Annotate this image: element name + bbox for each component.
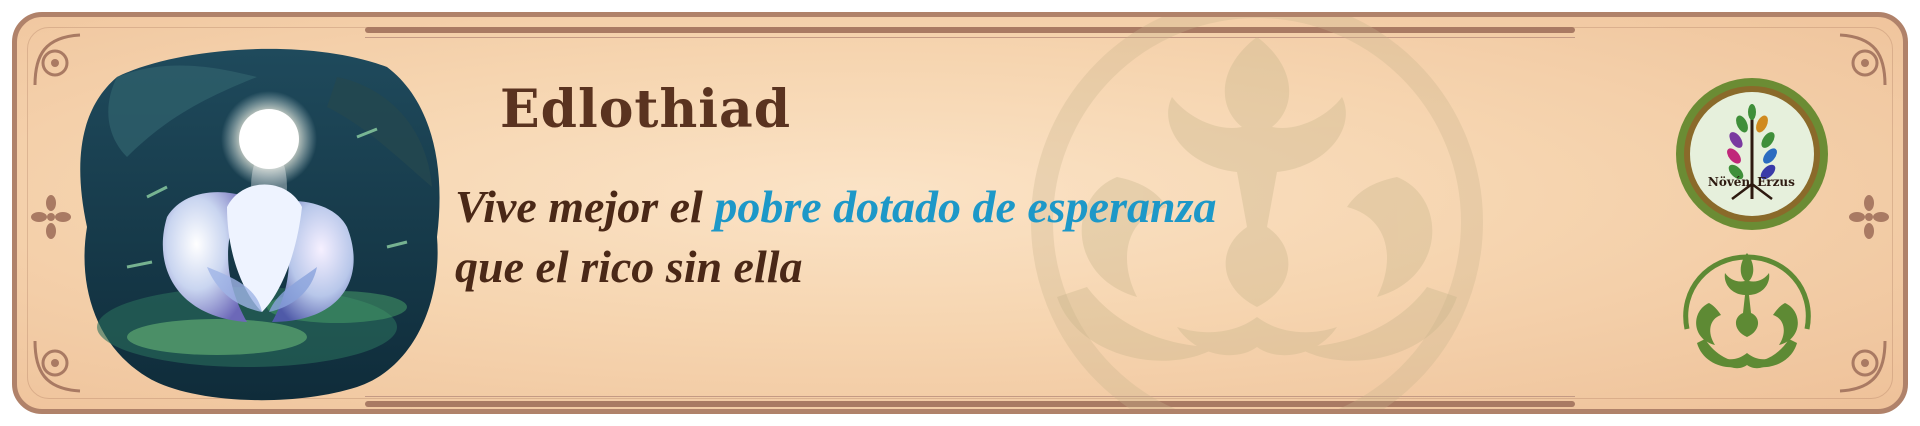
card-title: Edlothiad <box>500 79 792 140</box>
quote-line2: que el rico sin ella <box>455 241 803 292</box>
logo-word-right: Erzus <box>1757 175 1795 189</box>
noven-erzus-logo-icon <box>1672 74 1832 234</box>
green-fleur-emblem-icon <box>1669 243 1825 383</box>
proverb-quote <box>455 177 1216 297</box>
flower-moon-artwork-icon <box>57 37 457 409</box>
side-flower-right-icon <box>1849 193 1889 241</box>
logo-word-left: Növén <box>1707 175 1751 189</box>
quote-part1: Vive mejor el <box>455 181 715 232</box>
corner-ornament-bottom-right-icon <box>1825 331 1895 401</box>
proverb-card <box>12 12 1908 414</box>
corner-ornament-top-right-icon <box>1825 25 1895 95</box>
quote-highlight: pobre dotado de esperanza <box>714 181 1217 232</box>
